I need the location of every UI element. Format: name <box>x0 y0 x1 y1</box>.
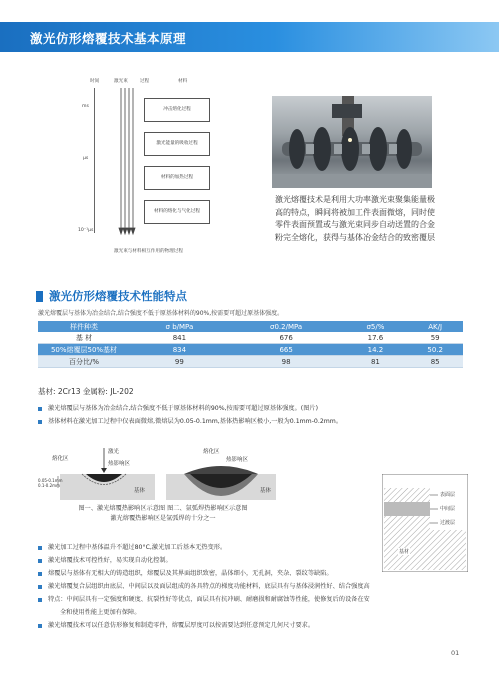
zone-diagram-svg <box>38 444 278 504</box>
table-row <box>38 356 463 368</box>
label-heat-zone: 热影响区 <box>108 461 131 467</box>
process-diagram <box>78 78 230 258</box>
table-header: σ5/% <box>344 321 408 332</box>
bullet-icon <box>38 546 42 550</box>
list-item <box>38 554 468 567</box>
table-cell: 百分比/% <box>38 356 130 368</box>
zone-caption <box>48 504 278 524</box>
table-row <box>38 332 463 344</box>
tick-us: μs <box>83 156 89 161</box>
list-item-text: 激光熔覆层与基体为冶金结合,结合强度不低于原基体材料的90%,按需要可超过原基体强度。(图片) <box>48 405 319 412</box>
table-cell: 59 <box>407 332 463 344</box>
bullet-icon <box>38 624 42 628</box>
table-cell: 665 <box>229 344 344 356</box>
table-cell: 676 <box>229 332 344 344</box>
bullet-icon <box>38 572 42 576</box>
table-row <box>38 344 463 356</box>
property-table <box>38 321 463 368</box>
tick-bottom: 10⁻¹μs <box>78 228 94 233</box>
diagram-column-time: 时间 <box>90 79 100 84</box>
page-number: 01 <box>451 649 460 657</box>
diagram-caption: 激光束与材料相互作用的物理过程 <box>114 249 183 254</box>
bullet-icon <box>38 407 42 411</box>
box-energy-absorption: 激光能量的吸收过程 <box>144 132 210 156</box>
table-cell: 50%熔覆层50%基材 <box>38 344 130 356</box>
bullet-icon <box>38 420 42 424</box>
laser-cladding-photo <box>272 96 432 188</box>
table-cell: 基 材 <box>38 332 130 344</box>
section-title: 激光仿形熔覆技术性能特点 <box>49 289 187 303</box>
table-cell: 98 <box>229 356 344 368</box>
label-heat-zone-2: 热影响区 <box>226 457 249 463</box>
label-laser: 激光 <box>108 449 120 455</box>
zone-caption-line-1: 图一、激光熔覆热影响区示意图 图二、氩弧焊热影响区示意图 <box>78 505 248 512</box>
laser-beam-arrows-icon <box>118 88 142 236</box>
label-substrate: 基体 <box>134 488 146 494</box>
table-cell: 99 <box>130 356 229 368</box>
list-item <box>38 402 468 415</box>
tick-ms: ms <box>82 104 89 109</box>
list-item <box>38 580 468 593</box>
table-cell: 14.2 <box>344 344 408 356</box>
table-header-row <box>38 321 463 332</box>
table-cell: 834 <box>130 344 229 356</box>
table-cell: 85 <box>407 356 463 368</box>
list-item-text: 激光熔覆技术可以任意仿形修复和制造零件，熔覆层厚度可以按需要达到任意预定几何尺寸要求。 <box>48 622 315 629</box>
box-melting-vaporization: 材料的熔化与气化过程 <box>144 200 210 224</box>
list-item <box>38 541 468 554</box>
diagram-column-laser: 激光束 <box>114 79 128 84</box>
list-item-text: 激光熔覆技术可控性好，易实现自动化控制。 <box>48 557 172 564</box>
table-cell: 17.6 <box>344 332 408 344</box>
table-cell: 50.2 <box>407 344 463 356</box>
label-substrate-2: 基体 <box>260 488 272 494</box>
table-header: σ0.2/MPa <box>229 321 344 332</box>
section-marker <box>36 291 43 302</box>
list-item-text: 激光熔覆复合层组织由底层、中间层以及面层组成的各具特点的梯度功能材料，底层具有与基体浸润性好、结合强度高 <box>48 583 370 590</box>
label-base-material: 基材 <box>399 549 410 555</box>
list-item-text: 基体材料在激光加工过程中仅表面微熔,微熔层为0.05-0.1mm,基体热影响区极小,一般为0.1mm-0.2mm。 <box>48 418 343 425</box>
list-item <box>38 619 468 632</box>
heat-affected-zone-figure <box>38 444 278 504</box>
bullet-icon <box>38 585 42 589</box>
diagram-column-material: 材料 <box>178 79 188 84</box>
list-item-continuation <box>38 606 468 619</box>
bullet-list-2 <box>38 541 468 632</box>
label-melt-zone-2: 熔化区 <box>203 449 220 455</box>
base-material-note: 基材: 2Cr13 金属粉: JL-202 <box>38 387 134 396</box>
label-dimensions: 0.05-0.1mm 0.1-0.2mm <box>38 478 63 488</box>
list-item-text: 熔覆层与基体有无相大的铸造组织，熔覆层及其界面组织致密，晶体细小，无孔洞，夹杂、裂纹等缺陷。 <box>48 570 333 577</box>
header-band <box>0 22 499 52</box>
table-cell: 841 <box>130 332 229 344</box>
table-header: AK/J <box>407 321 463 332</box>
list-item <box>38 593 468 606</box>
bullet-list-1 <box>38 402 468 428</box>
section-description: 激光熔覆层与基体为冶金结合,结合强度不低于原基体材料的90%,按需要可超过原基体强度。 <box>38 310 284 317</box>
table-header: 样件种类 <box>38 321 130 332</box>
diagram-column-process: 过程 <box>140 79 150 84</box>
list-item-text: 全和使用性能上更加有保障。 <box>60 609 141 616</box>
box-impact-melting: 冲击熔化过程 <box>144 98 210 122</box>
table-header: σ b/MPa <box>130 321 229 332</box>
bullet-icon <box>38 598 42 602</box>
crankshaft-image <box>272 96 432 188</box>
intro-paragraph: 激光熔覆技术是利用大功率激光束聚集能量极高的特点，瞬间将被加工件表面微熔，同时使零件表面预置或与激光束同步自动送置的合金粉完全熔化，获得与基体冶金结合的致密覆层 <box>275 195 435 242</box>
label-middle-layer: 中间层 <box>440 506 456 512</box>
zone-caption-line-2: 激光熔覆热影响区是氩弧焊的十分之一 <box>110 515 216 522</box>
list-item <box>38 567 468 580</box>
label-transition-layer: 过渡层 <box>440 520 456 526</box>
label-melt-zone: 熔化区 <box>52 456 69 462</box>
table-cell: 81 <box>344 356 408 368</box>
label-surface-layer: 表面层 <box>440 492 456 498</box>
list-item-text: 特点：中间层具有一定强度和硬度、抗裂性好等优点，面层具有抗冲刷、耐磨损和耐腐蚀等性能，使修复后的设备在安 <box>48 596 370 603</box>
bullet-icon <box>38 559 42 563</box>
list-item-text: 激光加工过程中基体温升不超过80°C,激光加工后基本无热变形。 <box>48 544 227 551</box>
list-item <box>38 415 468 428</box>
page-title: 激光仿形熔覆技术基本原理 <box>30 31 187 46</box>
time-axis <box>94 88 95 233</box>
box-material-heating: 材料的加热过程 <box>144 166 210 190</box>
